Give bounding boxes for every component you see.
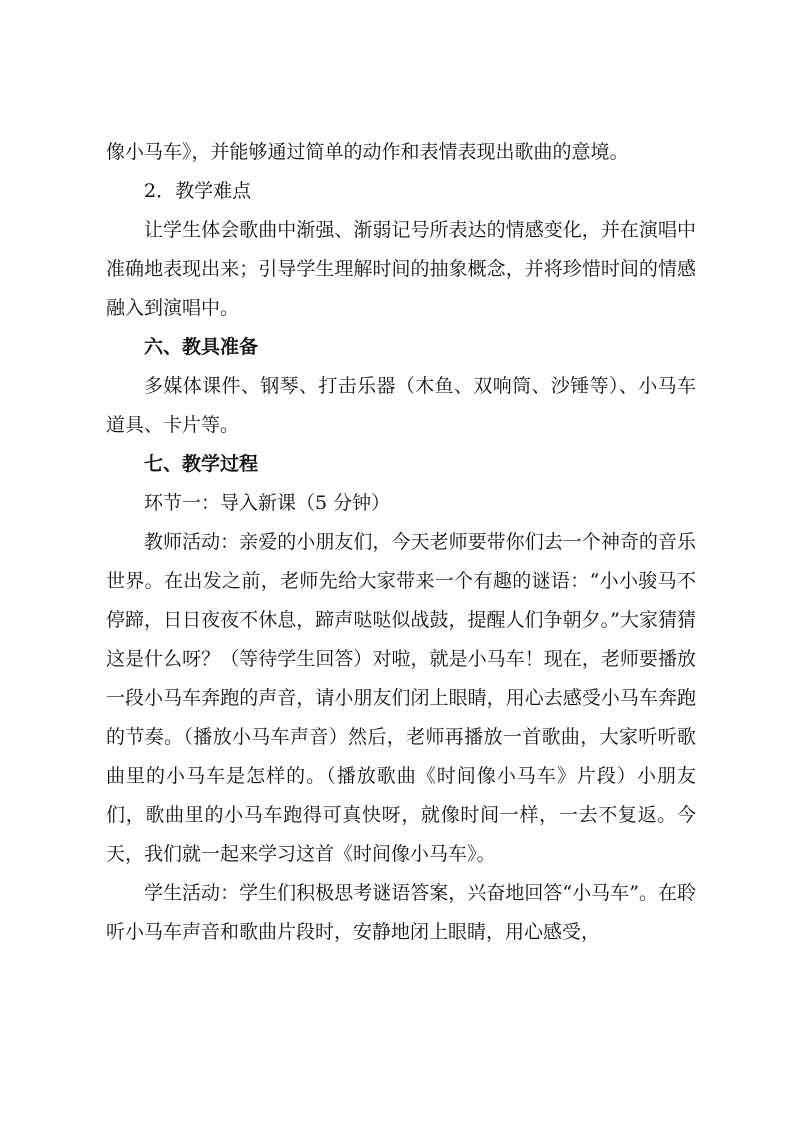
subheading-teaching-difficulty: 2．教学难点 — [144, 180, 252, 202]
document-body — [106, 133, 696, 952]
heading-teaching-tools: 六、教具准备 — [144, 336, 259, 358]
continued-paragraph: 像小马车》，并能够通过简单的动作和表情表现出歌曲的意境。 — [106, 141, 629, 163]
heading-teaching-process: 七、教学过程 — [144, 453, 259, 475]
paragraph-teacher-activity: 教师活动：亲爱的小朋友们，今天老师要带你们去一个神奇的音乐世界。在出发之前，老师先给大家带来一个有趣的谜语：“小小骏马不停蹄，日日夜夜不休息，蹄声哒哒似战鼓，提醒人们争朝夕。”大家猜猜这是什么呀？（等待学生回答）对啦，就是小马车！现在，老师要播放一段小马车奔跑的声音，请小朋友们闭上眼睛，用心去感受小马车奔跑的节奏。（播放小马车声音）然后，老师再播放一首歌曲，大家听听歌曲里的小马车是怎样的。（播放歌曲《时间像小马车》片段）小朋友们，歌曲里的小马车跑得可真快呀，就像时间一样，一去不复返。今天，我们就一起来学习这首《时间像小马车》。 — [106, 531, 696, 865]
paragraph-student-activity: 学生活动：学生们积极思考谜语答案，兴奋地回答“小马车”。在聆听小马车声音和歌曲片段时，安静地闭上眼睛，用心感受， — [106, 882, 696, 943]
paragraph-teaching-difficulty: 让学生体会歌曲中渐强、渐弱记号所表达的情感变化，并在演唱中准确地表现出来；引导学生理解时间的抽象概念，并将珍惜时间的情感融入到演唱中。 — [106, 219, 696, 319]
subheading-step-one: 环节一：导入新课（5 分钟） — [144, 492, 391, 514]
paragraph-teaching-tools: 多媒体课件、钢琴、打击乐器（木鱼、双响筒、沙锤等）、小马车道具、卡片等。 — [106, 375, 696, 436]
